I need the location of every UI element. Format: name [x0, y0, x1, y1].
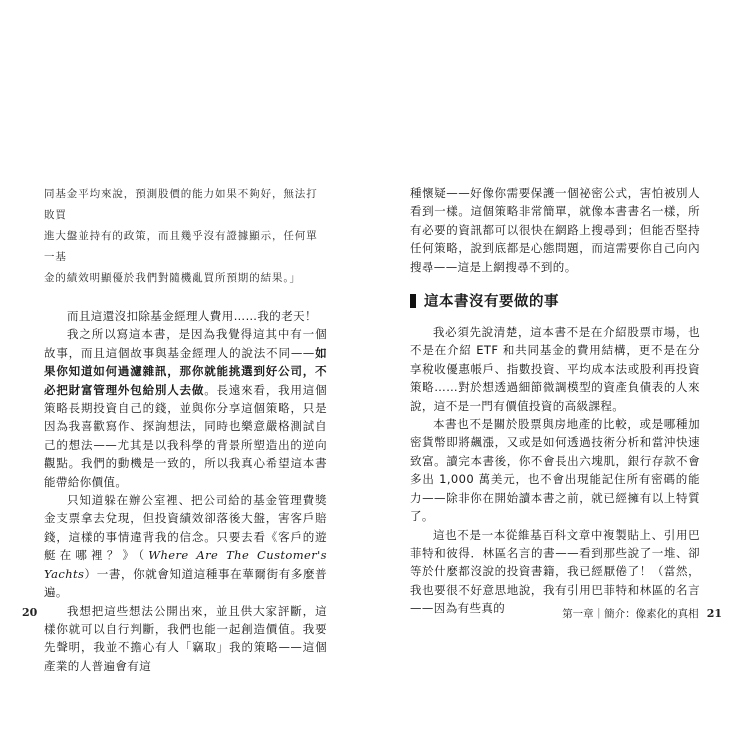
quote-line: 同基金平均來說，預測股價的能力如果不夠好，無法打敗買	[44, 188, 318, 221]
running-head: 第一章｜簡介：像素化的真相	[562, 608, 699, 620]
paragraph: 我想把這些想法公開出來，並且供大家評斷，這樣你就可以自行判斷，我們也能一起創造價值。我要先聲明，我並不擔心有人「竊取」我的策略——這個產業的人普遍會有這	[44, 603, 327, 673]
heading-bar-icon	[410, 294, 416, 308]
paragraph: 種懷疑——好像你需要保護一個祕密公式，害怕被別人看到一樣。這個策略非常簡單，就像本書書名一樣，所有必要的資訊都可以很快在網路上搜尋到；但能否堅持任何策略，說到底都是心態問題，而這需要你自己向內搜尋——這是上網搜尋不到的。	[410, 186, 700, 274]
section-title: 這本書沒有要做的事	[424, 294, 559, 311]
right-page	[410, 184, 700, 618]
paragraph-text: 只知道躲在辦公室裡、把公司給的基金管理費獎金支票拿去兌現，但投資績效卻落後大盤，害客戶賠錢，這樣的事情違背我的信念。只要去看《客戶的遊艇在哪裡？》（	[44, 493, 327, 563]
book-title-english: Where Are The Customer's Yachts	[44, 548, 327, 581]
paragraph: 本書也不是關於股票與房地產的比較，或是哪種加密貨幣即將飆漲，又或是如何透過技術分析和當沖快速致富。讀完本書後，你不會長出六塊肌，銀行存款不會多出 1,000 萬美元，也不會出現能記住所有密碼的能力——除非你在開始讀本書之前，就已經擁有以上特質了。	[410, 417, 700, 524]
paragraph-text: 我之所以寫這本書，是因為我覺得這其中有一個故事，而且這個故事與基金經理人的說法不同——	[44, 327, 327, 360]
quote-line: 金的績效明顯優於我們對隨機亂買所預期的結果。」	[44, 272, 301, 284]
section-heading	[410, 290, 700, 311]
page-number: 20	[22, 606, 38, 619]
paragraph	[44, 491, 327, 601]
block-quote	[44, 184, 327, 289]
right-footer	[562, 606, 722, 621]
paragraph: 而且這還沒扣除基金經理人費用……我的老天！	[67, 309, 317, 323]
paragraph: 這也不是一本從維基百科文章中複製貼上、引用巴菲特和彼得．林區名言的書——看到那些說了一堆、卻等於什麼都沒說的投資書籍，我已經厭倦了！（當然，我也要很不好意思地說，我有引用巴菲特和林區的名言——因為有些真的	[410, 527, 700, 616]
quote-line: 進大盤並持有的政策，而且幾乎沒有證據顯示，任何單一基	[44, 230, 318, 263]
emphasis-text: 如果你知道如何過濾雜訊，那你就能挑選到好公司，不必把財富管理外包給別人去做	[44, 345, 327, 397]
left-page	[44, 184, 327, 675]
page-number: 21	[706, 607, 722, 620]
paragraph-text: ）一書，你就會知道這種事在華爾街有多麼普遍。	[44, 566, 327, 600]
paragraph: 我必須先說清楚，這本書不是在介紹股票市場，也不是在介紹 ETF 和共同基金的費用結構，更不是在分享稅收優惠帳戶、指數投資、平均成本法或股利再投資策略……對於想透過細節微調模型的資產負債表的人來說，這不是一門有價值投資的高級課程。	[410, 325, 700, 413]
paragraph	[44, 325, 327, 491]
paragraph-text: 。長遠來看，我用這個策略長期投資自己的錢，並與你分享這個策略，只是因為我喜歡寫作、探詢想法，同時也樂意嚴格測試自己的想法——尤其是以我科學的背景所塑造出的逆向觀點。我們的動機是一致的，所以我真心希望這本書能帶給你價值。	[44, 382, 328, 489]
left-footer	[22, 606, 37, 619]
